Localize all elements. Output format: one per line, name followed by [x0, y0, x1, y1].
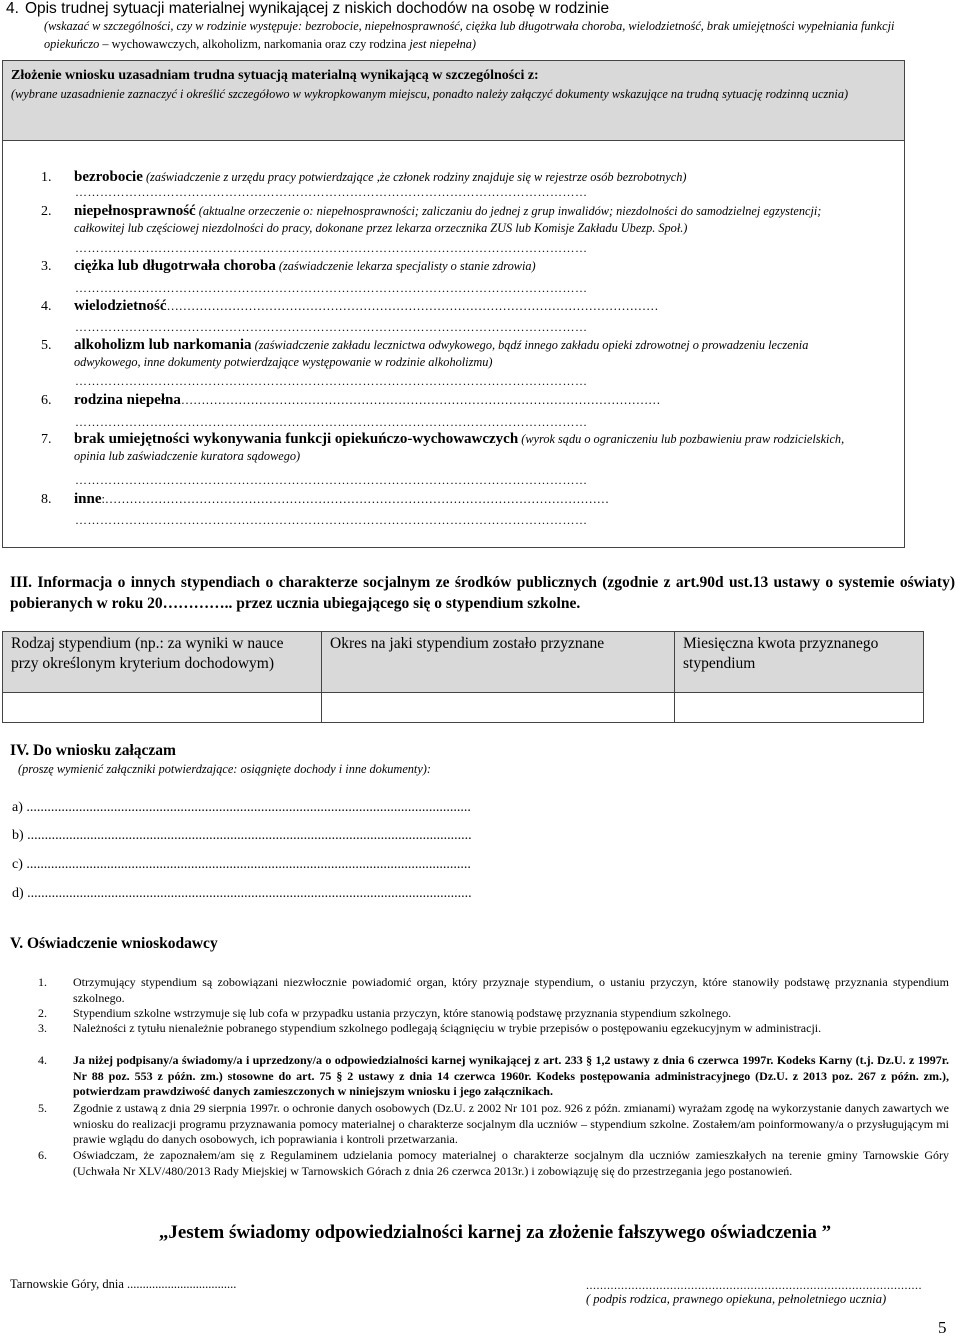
col-header-type: Rodzaj stypendium (np.: za wyniki w nauce przy określonym kryterium dochodowym) — [3, 632, 322, 693]
section4-title: 4. Opis trudnej sytuacji materialnej wynikającej z niskich dochodów na osobę w rodzinie — [6, 0, 610, 17]
table-cell[interactable] — [3, 693, 322, 723]
attachment-line-c[interactable]: c) ............................................................................................................................... — [12, 857, 471, 872]
declaration-title: V. Oświadczenie wnioskodawcy — [10, 935, 218, 952]
hardship-heading: Złożenie wniosku uzasadniam trudna sytuacją materialną wynikającą w szczególności z: — [11, 68, 539, 83]
attachment-line-a[interactable]: a) ............................................................................................................................... — [12, 800, 471, 815]
hardship-box: Złożenie wniosku uzasadniam trudna sytuacją materialną wynikającą w szczególności z: (wybrane uzasadnienie zaznaczyć i określić szczegółowo w wykropkowanym miejscu, ponadto należy załączyć dokumenty wskazujące na trudną sytuację rodzinną ucznia) 1. bezrobocie (zaświadczenie z urzędu pracy potwierdzające ,że członek rodziny znajduje się w rejestrze osób bezrobotnych) …………………………………………………………………………………………………………… 2. niepełnosprawność (aktualne orzeczenie o: niepełnosprawności; zaliczaniu do jednej z grup inwalidów; niezdolności do samodzielnej egzystencji; całkowitej lub częściowej niezdolności do pracy, dokonane przez lekarza orzecznika ZUS lub Komisje Zakładu Ubezp. Społ.) …………………………………………………………………………………………………………… 3. ciężka lub długotrwała choroba (zaświadczenie lekarza specjalisty o stanie zdrowia) …………………………………………………………………………………………………………… 4. wielodzietność………………………………………………………………………………………………………… …………………………………………………………………………………………………………… 5. alkoholizm lub narkomania (zaświadczenie zakładu lecznictwa odwykowego, bądź innego zakładu opieki zdrowotnej o prowadzeniu leczenia odwykowego, inne dokumenty potwierdzające występowanie w rodzinie alkoholizmu) …………………………………………………………………………………………………………… 6. rodzina niepełna……………………………………………………………………………………………………… …………………………………………………………………………………………………………… 7. brak umiejętności wykonywania funkcji opiekuńczo-wychowawczych (wyrok sądu o ograniczeniu lub pozbawieniu praw rodzicielskich, opinia lub zaświadczenie kuratora sądowego) …………………………………………………………………………………………………………… 8. inne:…………………………………………………………………………………………………………… …………………………………………………………………………………………………………… — [2, 60, 905, 548]
hardship-header — [3, 61, 904, 141]
fill-line[interactable]: …………………………………………………………………………………………………………… — [75, 473, 588, 487]
page-number: 5 — [938, 1318, 947, 1337]
table-cell[interactable] — [322, 693, 675, 723]
hardship-instructions: (wybrane uzasadnienie zaznaczyć i określić szczegółowo w wykropkowanym miejscu, ponadto należy załączyć dokumenty wskazujące na trudną sytuację rodzinną ucznia) — [11, 87, 849, 101]
col-header-period: Okres na jaki stypendium zostało przyznane — [322, 632, 675, 693]
signature-caption: ( podpis rodzica, prawnego opiekuna, pełnoletniego ucznia) — [586, 1292, 887, 1306]
signature-line[interactable]: ................................................................................................ — [586, 1278, 922, 1292]
attachment-line-b[interactable]: b) ............................................................................................................................... — [12, 828, 472, 843]
fill-line[interactable]: …………………………………………………………………………………………………………… — [75, 241, 588, 255]
fill-line[interactable]: …………………………………………………………………………………………………………… — [75, 320, 588, 334]
place-date-field[interactable]: Tarnowskie Góry, dnia ................................... — [10, 1277, 237, 1291]
fill-line[interactable]: …………………………………………………………………………………………………………… — [75, 415, 588, 429]
section3-text: III. Informacja o innych stypendiach o charakterze socjalnym ze środków publicznych (zgodnie z art.90d ust.13 ustawy o systemie oświaty) pobieranych w roku 20………….. przez ucznia ubiegającego się o stypendium szkolne. — [10, 574, 955, 612]
fill-line[interactable]: …………………………………………………………………………………………………………… — [75, 513, 588, 527]
attachments-note: (proszę wymienić załączniki potwierdzające: osiągnięte dochody i inne dokumenty): — [18, 762, 431, 776]
fill-line[interactable]: …………………………………………………………………………………………………………… — [75, 281, 588, 295]
table-cell[interactable] — [675, 693, 924, 723]
liability-statement: „Jestem świadomy odpowiedzialności karnej za złożenie fałszywego oświadczenia ” — [158, 1222, 832, 1243]
scholarship-table — [2, 631, 924, 723]
fill-line[interactable]: …………………………………………………………………………………………………………… — [75, 374, 588, 388]
col-header-amount: Miesięczna kwota przyznanego stypendium — [675, 632, 924, 693]
section4-note: (wskazać w szczególności, czy w rodzinie występuje: bezrobocie, niepełnosprawność, ciężka lub długotrwała choroba, wielodzietność, brak umiejętności wypełniania funkcji opiekuńczo – wychowawczych, alkoholizm, narkomania oraz czy rodzina jest niepełna) — [44, 19, 895, 51]
attachment-line-d[interactable]: d) ............................................................................................................................... — [12, 886, 472, 901]
fill-line[interactable]: …………………………………………………………………………………………………………… — [75, 185, 588, 199]
table-row — [3, 693, 924, 723]
attachments-title: IV. Do wniosku załączam — [10, 742, 176, 759]
